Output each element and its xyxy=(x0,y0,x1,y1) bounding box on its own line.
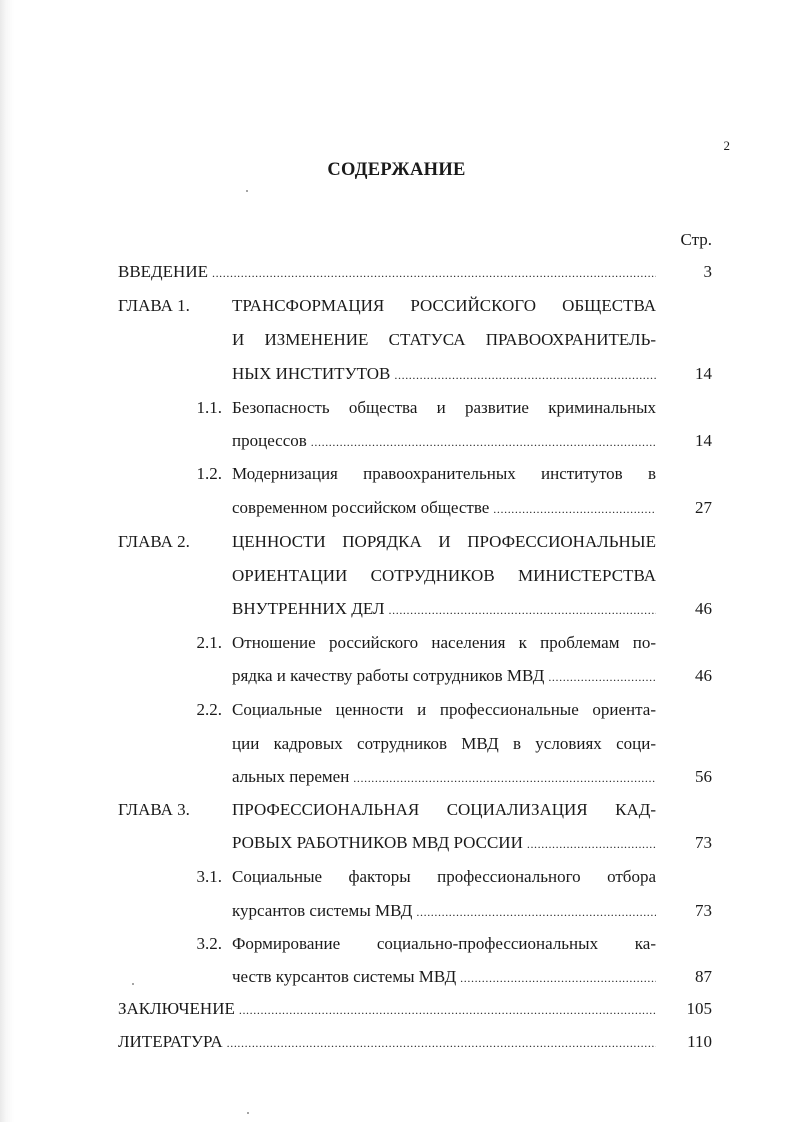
toc-entry-2-2 xyxy=(0,697,793,723)
toc-entry-literature xyxy=(0,1029,793,1055)
entry-title-line: РОВЫХ РАБОТНИКОВ МВД РОССИИ xyxy=(232,833,523,852)
page-ref: 87 xyxy=(695,967,712,986)
entry-title-line: современном российском обществе xyxy=(232,498,490,517)
scan-speck xyxy=(246,190,248,192)
toc-entry-2-2-last xyxy=(0,764,793,790)
toc-entry-1-1-last xyxy=(0,428,793,454)
page-ref: 46 xyxy=(695,666,712,685)
page-ref: 14 xyxy=(695,431,712,450)
toc-entry-chapter-2-last xyxy=(0,596,793,622)
entry-title-line: ВНУТРЕННИХ ДЕЛ xyxy=(232,599,385,618)
entry-title-line: Отношение российского населения к проблемам по- xyxy=(232,633,656,652)
toc-entry-chapter-2 xyxy=(0,529,793,555)
leader-dots xyxy=(416,899,656,925)
page-ref: 27 xyxy=(695,498,712,517)
leader-dots xyxy=(389,597,656,623)
entry-label: 1.2. xyxy=(196,464,222,483)
page-number: 2 xyxy=(723,138,730,153)
entry-title-line: НЫХ ИНСТИТУТОВ xyxy=(232,364,391,383)
toc-entry-chapter-3-last xyxy=(0,830,793,856)
leader-dots xyxy=(460,965,656,991)
toc-entry-conclusion xyxy=(0,996,793,1022)
page-column-label: Стр. xyxy=(680,230,712,249)
toc-entry-3-1-last xyxy=(0,898,793,924)
entry-title-line: рядка и качеству работы сотрудников МВД xyxy=(232,666,545,685)
entry-title-line: Формирование социально-профессиональных ка- xyxy=(232,934,656,953)
page-ref: 3 xyxy=(703,262,712,281)
entry-title-line: ции кадровых сотрудников МВД в условиях соци- xyxy=(232,734,656,753)
entry-title-line: курсантов системы МВД xyxy=(232,901,413,920)
entry-label: 1.1. xyxy=(196,398,222,417)
leader-dots xyxy=(394,362,656,388)
page-ref: 56 xyxy=(695,767,712,786)
entry-title-line: процессов xyxy=(232,431,307,450)
page-ref: 14 xyxy=(695,364,712,383)
entry-label: ЗАКЛЮЧЕНИЕ xyxy=(118,999,235,1018)
entry-title-line: ПРОФЕССИОНАЛЬНАЯ СОЦИАЛИЗАЦИЯ КАД- xyxy=(232,800,656,819)
page-ref: 46 xyxy=(695,599,712,618)
entry-label: ВВЕДЕНИЕ xyxy=(118,262,208,281)
toc-entry-chapter-3 xyxy=(0,797,793,823)
entry-title-line: ОРИЕНТАЦИИ СОТРУДНИКОВ МИНИСТЕРСТВА xyxy=(232,566,656,585)
page-ref: 73 xyxy=(695,833,712,852)
toc-entry-introduction xyxy=(0,259,793,285)
entry-label: 2.1. xyxy=(196,633,222,652)
leader-dots xyxy=(548,664,656,690)
entry-label: ГЛАВА 2. xyxy=(118,532,190,551)
entry-title-line: Модернизация правоохранительных институтов в xyxy=(232,464,656,483)
toc-entry-2-1 xyxy=(0,630,793,656)
toc-entry-3-2-last xyxy=(0,964,793,990)
leader-dots xyxy=(353,765,656,791)
toc-entry-chapter-1 xyxy=(0,293,793,319)
leader-dots xyxy=(239,997,656,1023)
leader-dots xyxy=(227,1030,656,1056)
toc-entry-chapter-1-last xyxy=(0,361,793,387)
leader-dots xyxy=(311,429,656,455)
entry-label: ГЛАВА 1. xyxy=(118,296,190,315)
toc-entry-1-2 xyxy=(0,461,793,487)
entry-label: ГЛАВА 3. xyxy=(118,800,190,819)
scan-speck xyxy=(132,983,134,985)
entry-title-line: честв курсантов системы МВД xyxy=(232,967,457,986)
entry-title-line: Социальные ценности и профессиональные ориента- xyxy=(232,700,656,719)
entry-title-line: альных перемен xyxy=(232,767,350,786)
entry-title-line: ЦЕННОСТИ ПОРЯДКА И ПРОФЕССИОНАЛЬНЫЕ xyxy=(232,532,656,551)
toc-entry-1-2-last xyxy=(0,495,793,521)
toc-entry-3-1 xyxy=(0,864,793,890)
toc-entry-chapter-1-cont xyxy=(0,327,793,353)
entry-title-line: И ИЗМЕНЕНИЕ СТАТУСА ПРАВООХРАНИТЕЛЬ- xyxy=(232,330,656,349)
leader-dots xyxy=(493,496,656,522)
page-ref: 73 xyxy=(695,901,712,920)
toc-entry-chapter-2-cont xyxy=(0,563,793,589)
toc-entry-3-2 xyxy=(0,931,793,957)
toc-entry-1-1 xyxy=(0,395,793,421)
toc-title: СОДЕРЖАНИЕ xyxy=(327,160,466,180)
entry-label: 3.2. xyxy=(196,934,222,953)
entry-title-line: ТРАНСФОРМАЦИЯ РОССИЙСКОГО ОБЩЕСТВА xyxy=(232,296,656,315)
page-ref: 105 xyxy=(686,999,712,1018)
page-ref: 110 xyxy=(687,1032,712,1051)
entry-title-line: Социальные факторы профессионального отбора xyxy=(232,867,656,886)
leader-dots xyxy=(527,831,656,857)
scan-speck xyxy=(247,1112,249,1114)
leader-dots xyxy=(212,260,656,286)
toc-entry-2-1-last xyxy=(0,663,793,689)
entry-title-line: Безопасность общества и развитие криминальных xyxy=(232,398,656,417)
entry-label: 3.1. xyxy=(196,867,222,886)
toc-entry-2-2-cont xyxy=(0,731,793,757)
entry-label: 2.2. xyxy=(196,700,222,719)
entry-label: ЛИТЕРАТУРА xyxy=(118,1032,223,1051)
